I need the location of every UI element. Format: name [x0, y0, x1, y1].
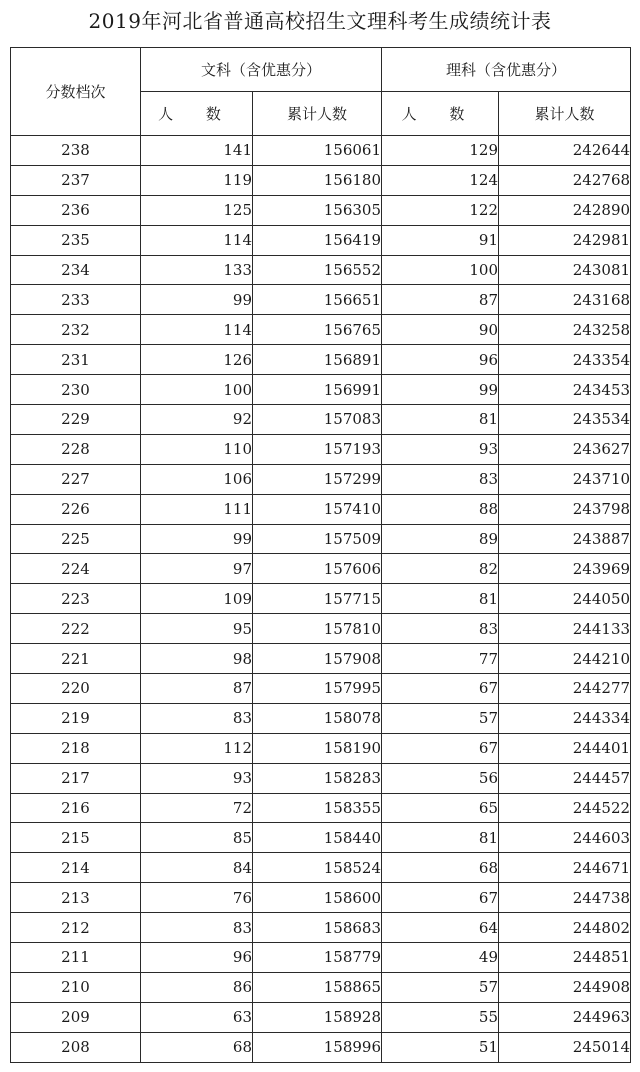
score-cell: 217 [11, 763, 141, 793]
wenke-cumulative-cell: 157606 [253, 554, 382, 584]
score-cell: 213 [11, 883, 141, 913]
like-cumulative-cell: 244963 [499, 1002, 631, 1032]
wenke-people-cell: 86 [141, 972, 253, 1002]
table-row [11, 165, 631, 195]
like-people-cell: 100 [382, 255, 499, 285]
table-row [11, 225, 631, 255]
wenke-cumulative-cell: 156419 [253, 225, 382, 255]
score-cell: 237 [11, 165, 141, 195]
score-cell: 233 [11, 285, 141, 315]
wenke-people-cell: 119 [141, 165, 253, 195]
wenke-cumulative-cell: 156305 [253, 195, 382, 225]
wenke-cumulative-cell: 157995 [253, 674, 382, 704]
wenke-cumulative-cell: 158283 [253, 763, 382, 793]
wenke-people-cell: 83 [141, 703, 253, 733]
score-cell: 214 [11, 853, 141, 883]
score-cell: 216 [11, 793, 141, 823]
score-statistics-table [10, 47, 631, 1063]
table-row [11, 913, 631, 943]
table-row [11, 793, 631, 823]
table-row [11, 195, 631, 225]
table-row [11, 345, 631, 375]
wenke-people-cell: 83 [141, 913, 253, 943]
wenke-cumulative-cell: 157083 [253, 405, 382, 435]
score-cell: 226 [11, 494, 141, 524]
wenke-cumulative-cell: 156765 [253, 315, 382, 345]
like-cumulative-cell: 244334 [499, 703, 631, 733]
like-people-cell: 83 [382, 464, 499, 494]
wenke-people-cell: 106 [141, 464, 253, 494]
table-row [11, 972, 631, 1002]
wenke-cumulative-cell: 158683 [253, 913, 382, 943]
like-cumulative-cell: 244522 [499, 793, 631, 823]
like-people-cell: 49 [382, 943, 499, 973]
wenke-people-cell: 63 [141, 1002, 253, 1032]
like-cumulative-cell: 243887 [499, 524, 631, 554]
table-row [11, 853, 631, 883]
wenke-people-cell: 97 [141, 554, 253, 584]
like-people-cell: 77 [382, 644, 499, 674]
wenke-cumulative-cell: 157193 [253, 434, 382, 464]
header-wenke-cumulative: 累计人数 [253, 92, 382, 136]
wenke-people-cell: 85 [141, 823, 253, 853]
header-like-people: 人 数 [382, 92, 499, 136]
wenke-people-cell: 87 [141, 674, 253, 704]
like-people-cell: 81 [382, 584, 499, 614]
table-row [11, 524, 631, 554]
like-people-cell: 81 [382, 823, 499, 853]
like-cumulative-cell: 244802 [499, 913, 631, 943]
like-people-cell: 68 [382, 853, 499, 883]
like-cumulative-cell: 243627 [499, 434, 631, 464]
score-cell: 236 [11, 195, 141, 225]
like-people-cell: 56 [382, 763, 499, 793]
like-cumulative-cell: 243798 [499, 494, 631, 524]
like-people-cell: 67 [382, 883, 499, 913]
wenke-people-cell: 126 [141, 345, 253, 375]
score-cell: 235 [11, 225, 141, 255]
like-people-cell: 67 [382, 733, 499, 763]
like-people-cell: 51 [382, 1032, 499, 1062]
like-cumulative-cell: 242768 [499, 165, 631, 195]
score-cell: 220 [11, 674, 141, 704]
like-people-cell: 96 [382, 345, 499, 375]
wenke-cumulative-cell: 158078 [253, 703, 382, 733]
wenke-cumulative-cell: 157410 [253, 494, 382, 524]
document-title: 2019年河北省普通高校招生文理科考生成绩统计表 [88, 9, 552, 33]
wenke-people-cell: 110 [141, 434, 253, 464]
table-row [11, 644, 631, 674]
wenke-cumulative-cell: 158524 [253, 853, 382, 883]
wenke-people-cell: 114 [141, 315, 253, 345]
wenke-people-cell: 96 [141, 943, 253, 973]
like-people-cell: 82 [382, 554, 499, 584]
score-cell: 209 [11, 1002, 141, 1032]
table-row [11, 315, 631, 345]
like-cumulative-cell: 244671 [499, 853, 631, 883]
wenke-people-cell: 68 [141, 1032, 253, 1062]
like-people-cell: 99 [382, 375, 499, 405]
like-cumulative-cell: 243258 [499, 315, 631, 345]
wenke-cumulative-cell: 158190 [253, 733, 382, 763]
score-cell: 230 [11, 375, 141, 405]
table-row [11, 703, 631, 733]
table-row [11, 375, 631, 405]
like-people-cell: 93 [382, 434, 499, 464]
like-people-cell: 87 [382, 285, 499, 315]
score-cell: 222 [11, 614, 141, 644]
wenke-people-cell: 125 [141, 195, 253, 225]
table-row [11, 255, 631, 285]
wenke-people-cell: 92 [141, 405, 253, 435]
like-people-cell: 91 [382, 225, 499, 255]
wenke-people-cell: 111 [141, 494, 253, 524]
score-cell: 228 [11, 434, 141, 464]
score-cell: 238 [11, 136, 141, 166]
wenke-cumulative-cell: 156891 [253, 345, 382, 375]
table-row [11, 405, 631, 435]
like-people-cell: 90 [382, 315, 499, 345]
score-cell: 218 [11, 733, 141, 763]
like-cumulative-cell: 244738 [499, 883, 631, 913]
like-people-cell: 129 [382, 136, 499, 166]
wenke-cumulative-cell: 158996 [253, 1032, 382, 1062]
wenke-cumulative-cell: 156651 [253, 285, 382, 315]
wenke-people-cell: 93 [141, 763, 253, 793]
wenke-cumulative-cell: 158355 [253, 793, 382, 823]
score-cell: 224 [11, 554, 141, 584]
wenke-cumulative-cell: 156180 [253, 165, 382, 195]
wenke-people-cell: 99 [141, 285, 253, 315]
wenke-cumulative-cell: 156552 [253, 255, 382, 285]
like-people-cell: 57 [382, 972, 499, 1002]
score-cell: 212 [11, 913, 141, 943]
wenke-people-cell: 84 [141, 853, 253, 883]
score-cell: 211 [11, 943, 141, 973]
table-body [11, 136, 631, 1063]
like-cumulative-cell: 243081 [499, 255, 631, 285]
table-row [11, 1032, 631, 1062]
wenke-cumulative-cell: 157509 [253, 524, 382, 554]
like-people-cell: 64 [382, 913, 499, 943]
wenke-cumulative-cell: 158779 [253, 943, 382, 973]
table-row [11, 674, 631, 704]
like-people-cell: 65 [382, 793, 499, 823]
wenke-people-cell: 98 [141, 644, 253, 674]
table-row [11, 614, 631, 644]
score-cell: 210 [11, 972, 141, 1002]
wenke-cumulative-cell: 157299 [253, 464, 382, 494]
like-people-cell: 55 [382, 1002, 499, 1032]
wenke-people-cell: 141 [141, 136, 253, 166]
like-people-cell: 89 [382, 524, 499, 554]
wenke-people-cell: 133 [141, 255, 253, 285]
table-row [11, 464, 631, 494]
wenke-cumulative-cell: 158928 [253, 1002, 382, 1032]
header-wenke: 文科（含优惠分） [141, 48, 382, 92]
score-cell: 219 [11, 703, 141, 733]
wenke-people-cell: 76 [141, 883, 253, 913]
score-cell: 229 [11, 405, 141, 435]
score-cell: 208 [11, 1032, 141, 1062]
wenke-people-cell: 100 [141, 375, 253, 405]
table-row [11, 1002, 631, 1032]
like-cumulative-cell: 244401 [499, 733, 631, 763]
wenke-people-cell: 109 [141, 584, 253, 614]
header-like-cumulative: 累计人数 [499, 92, 631, 136]
wenke-cumulative-cell: 157908 [253, 644, 382, 674]
header-like: 理科（含优惠分） [382, 48, 631, 92]
table-row [11, 943, 631, 973]
wenke-people-cell: 114 [141, 225, 253, 255]
score-cell: 221 [11, 644, 141, 674]
table-row [11, 285, 631, 315]
like-cumulative-cell: 244277 [499, 674, 631, 704]
wenke-people-cell: 112 [141, 733, 253, 763]
score-cell: 223 [11, 584, 141, 614]
like-cumulative-cell: 244133 [499, 614, 631, 644]
like-cumulative-cell: 242890 [499, 195, 631, 225]
like-cumulative-cell: 243534 [499, 405, 631, 435]
like-people-cell: 83 [382, 614, 499, 644]
wenke-people-cell: 95 [141, 614, 253, 644]
like-cumulative-cell: 242644 [499, 136, 631, 166]
table-row [11, 554, 631, 584]
table-row [11, 823, 631, 853]
table-row [11, 763, 631, 793]
wenke-cumulative-cell: 156061 [253, 136, 382, 166]
like-cumulative-cell: 244851 [499, 943, 631, 973]
header-wenke-people: 人 数 [141, 92, 253, 136]
score-cell: 225 [11, 524, 141, 554]
like-cumulative-cell: 243969 [499, 554, 631, 584]
like-cumulative-cell: 243168 [499, 285, 631, 315]
wenke-cumulative-cell: 156991 [253, 375, 382, 405]
like-cumulative-cell: 242981 [499, 225, 631, 255]
like-people-cell: 57 [382, 703, 499, 733]
like-cumulative-cell: 244457 [499, 763, 631, 793]
table-row [11, 136, 631, 166]
like-cumulative-cell: 243710 [499, 464, 631, 494]
score-cell: 215 [11, 823, 141, 853]
header-score-level: 分数档次 [11, 48, 141, 136]
table-row [11, 434, 631, 464]
wenke-cumulative-cell: 158600 [253, 883, 382, 913]
like-cumulative-cell: 243354 [499, 345, 631, 375]
like-cumulative-cell: 245014 [499, 1032, 631, 1062]
like-people-cell: 122 [382, 195, 499, 225]
table-row [11, 733, 631, 763]
wenke-cumulative-cell: 157810 [253, 614, 382, 644]
like-people-cell: 88 [382, 494, 499, 524]
score-cell: 234 [11, 255, 141, 285]
like-cumulative-cell: 244603 [499, 823, 631, 853]
score-cell: 231 [11, 345, 141, 375]
like-cumulative-cell: 244050 [499, 584, 631, 614]
table-row [11, 494, 631, 524]
wenke-people-cell: 99 [141, 524, 253, 554]
wenke-people-cell: 72 [141, 793, 253, 823]
wenke-cumulative-cell: 158440 [253, 823, 382, 853]
table-row [11, 883, 631, 913]
score-cell: 227 [11, 464, 141, 494]
like-people-cell: 81 [382, 405, 499, 435]
score-cell: 232 [11, 315, 141, 345]
wenke-cumulative-cell: 158865 [253, 972, 382, 1002]
like-cumulative-cell: 244908 [499, 972, 631, 1002]
wenke-cumulative-cell: 157715 [253, 584, 382, 614]
like-cumulative-cell: 243453 [499, 375, 631, 405]
like-cumulative-cell: 244210 [499, 644, 631, 674]
like-people-cell: 67 [382, 674, 499, 704]
like-people-cell: 124 [382, 165, 499, 195]
table-row [11, 584, 631, 614]
